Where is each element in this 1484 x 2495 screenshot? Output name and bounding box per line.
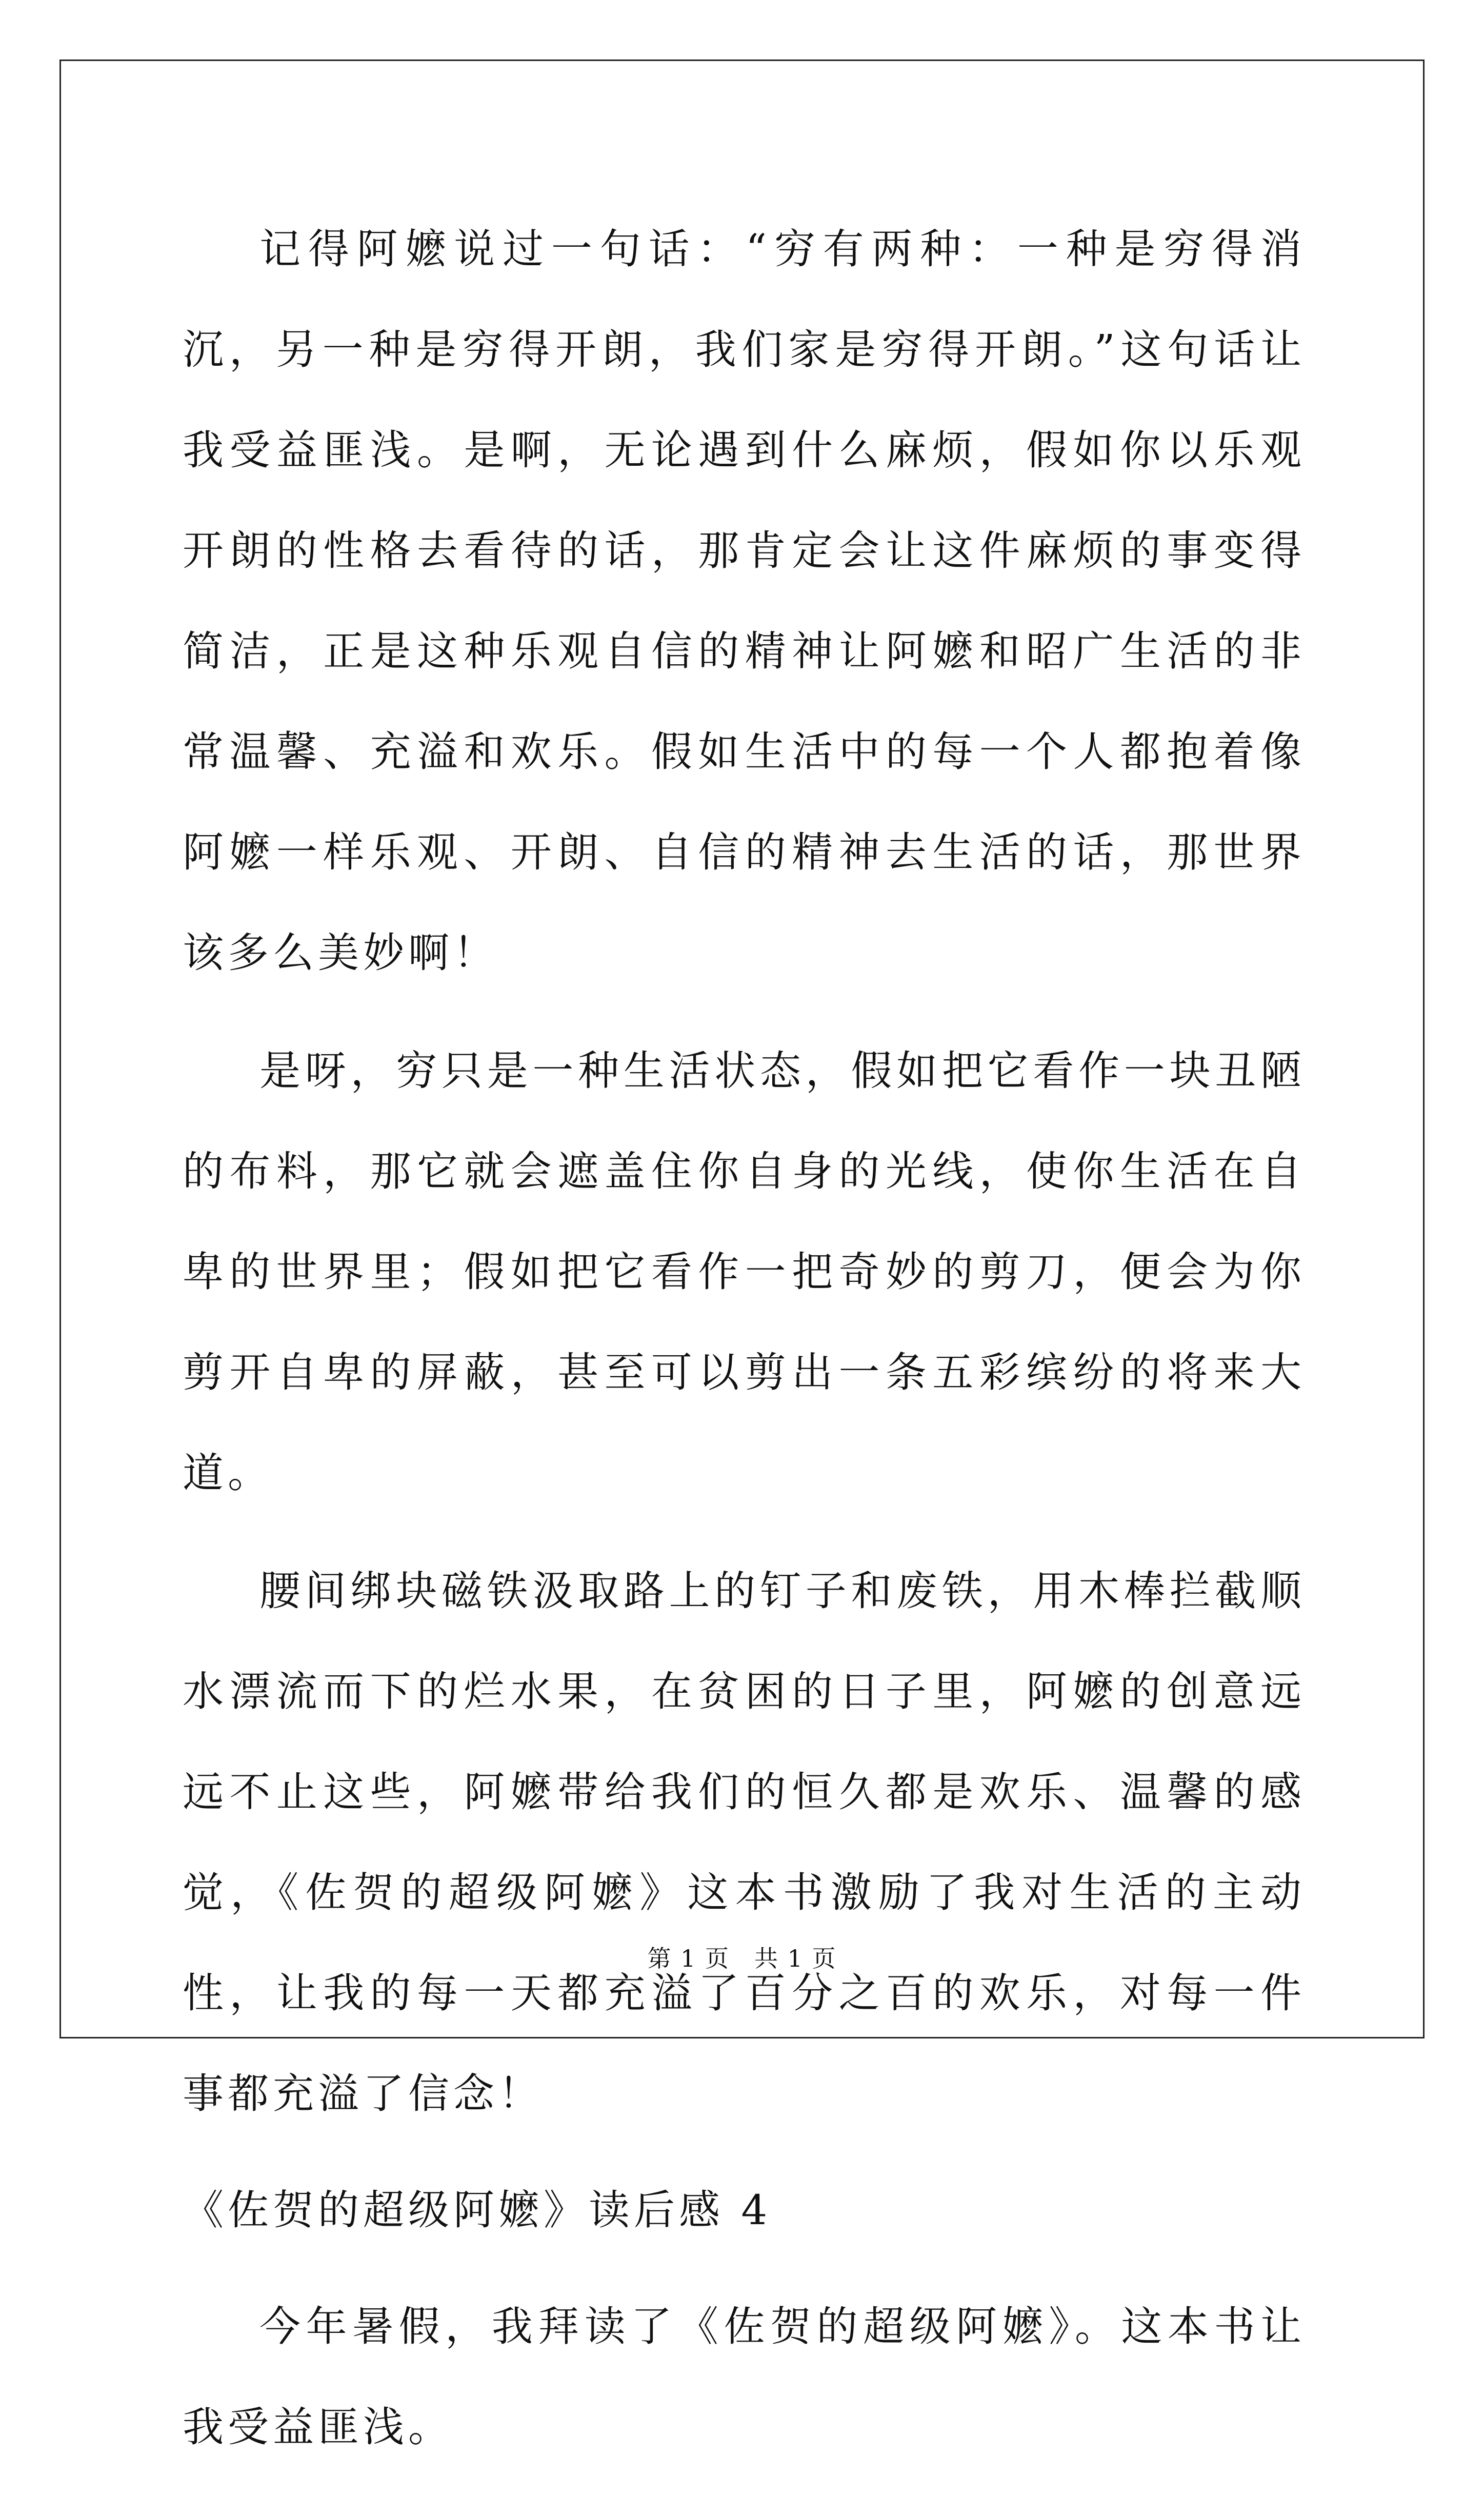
page-footer: 第 1 页 共 1 页 — [647, 1945, 837, 1972]
paragraph-2: 是呀，穷只是一种生活状态，假如把它看作一块丑陋的布料，那它就会遮盖住你自身的光线，使你生活在自卑的世界里；假如把它看作一把奇妙的剪刀，便会为你剪开自卑的屏蔽，甚至可以剪出一条五彩缤纷的将来大道。 — [183, 1047, 1306, 1497]
paragraph-4: 今年暑假，我拜读了《佐贺的超级阿嬷》。这本书让我受益匪浅。 — [183, 2303, 1306, 2451]
section-title: 《佐贺的超级阿嬷》读后感 4 — [183, 2186, 772, 2234]
paragraph-1: 记得阿嬷说过一句话：“穷有两种：一种是穷得消沉，另一种是穷得开朗，我们家是穷得开朗。”这句话让我受益匪浅。是啊，无论遇到什么麻烦，假如你以乐观开朗的性格去看待的话，那肯定会让这件麻烦的事变得简洁，正是这种乐观自信的精神让阿嬷和昭广生活的非常温馨、充溢和欢乐。假如生活中的每一个人都抱着像阿嬷一样乐观、开朗、自信的精神去生活的话，那世界该多么美妙啊！ — [183, 225, 1306, 977]
paragraph-3: 腰间绑块磁铁汲取路上的钉子和废铁，用木棒拦截顺水漂流而下的烂水果，在贫困的日子里，阿嬷的创意远远不止这些，阿嬷带给我们的恒久都是欢乐、温馨的感觉，《佐贺的超级阿嬷》这本书激励了我对生活的主动性，让我的每一天都充溢了百分之百的欢乐，对每一件事都充溢了信念！ — [183, 1567, 1306, 2117]
document-body — [183, 199, 1306, 2495]
